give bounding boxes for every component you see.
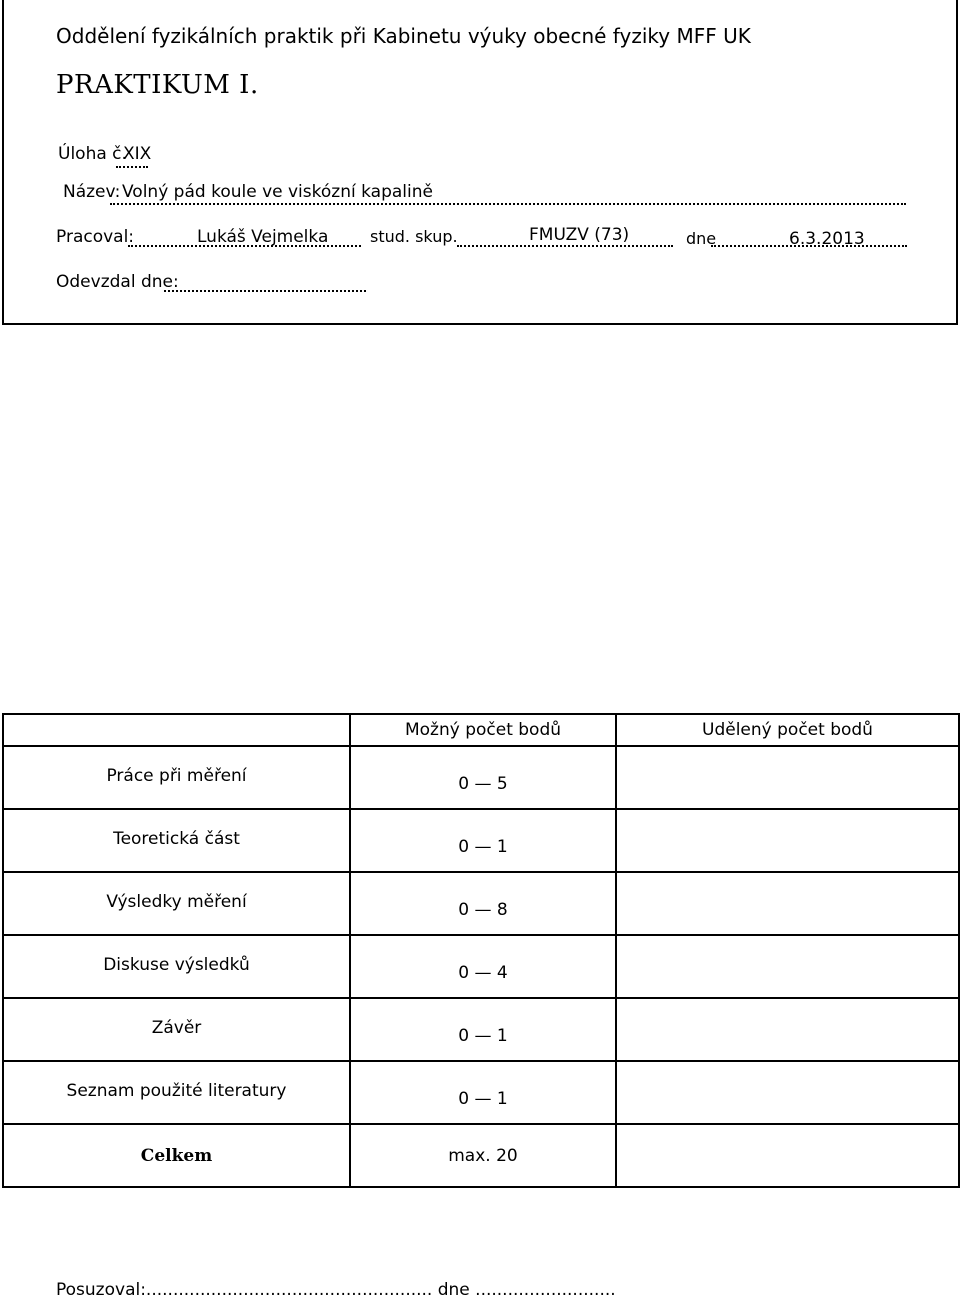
row-points: 0 — 1 — [458, 1025, 508, 1046]
total-label-cell — [3, 1124, 350, 1187]
name-dotted-line — [110, 203, 906, 205]
name-value: Volný pád koule ve viskózní kapalině — [122, 182, 433, 202]
date-label: dne — [686, 229, 717, 248]
row-label-cell — [3, 872, 350, 935]
row-points: 0 — 1 — [458, 836, 508, 857]
group-value: FMUZV (73) — [529, 225, 630, 245]
score-table — [2, 713, 960, 1188]
row-points-cell — [350, 746, 616, 809]
total-points: max. 20 — [448, 1145, 518, 1166]
task-label: Úloha č. — [58, 144, 127, 164]
table-row — [3, 1061, 959, 1124]
table-total-row — [3, 1124, 959, 1187]
row-points: 0 — 8 — [458, 899, 508, 920]
row-label-cell — [3, 809, 350, 872]
row-awarded-cell — [616, 809, 959, 872]
row-points: 0 — 1 — [458, 1088, 508, 1109]
reviewer-line: Posuzoval:..................................................... dne .......................... — [56, 1280, 616, 1300]
submitted-label: Odevzdal dne: — [56, 272, 179, 292]
table-header-row — [3, 714, 959, 746]
task-number: XIX — [123, 144, 152, 164]
row-label-cell — [3, 1061, 350, 1124]
row-points-cell — [350, 935, 616, 998]
row-awarded-cell — [616, 1061, 959, 1124]
row-label-cell — [3, 935, 350, 998]
row-awarded-cell — [616, 998, 959, 1061]
document-title: PRAKTIKUM I. — [56, 70, 259, 100]
task-dotted-line — [116, 166, 148, 168]
row-awarded-cell — [616, 872, 959, 935]
row-awarded-cell — [616, 935, 959, 998]
row-points-cell — [350, 809, 616, 872]
row-awarded-cell — [616, 746, 959, 809]
row-points: 0 — 5 — [458, 773, 508, 794]
row-label-cell — [3, 998, 350, 1061]
row-label: Seznam použité literatury — [66, 1080, 287, 1101]
group-label: stud. skup. — [370, 227, 458, 246]
row-label: Teoretická část — [113, 828, 240, 849]
table-row — [3, 746, 959, 809]
worked-label: Pracoval: — [56, 227, 135, 247]
worked-value: Lukáš Vejmelka — [197, 227, 329, 247]
row-label-cell — [3, 746, 350, 809]
department-line: Oddělení fyzikálních praktik při Kabinetu výuky obecné fyziky MFF UK — [56, 24, 751, 48]
row-points-cell — [350, 872, 616, 935]
header-cell-empty — [3, 714, 350, 746]
row-label: Závěr — [151, 1017, 202, 1038]
total-awarded-cell — [616, 1124, 959, 1187]
total-label: Celkem — [140, 1145, 213, 1166]
date-value: 6.3.2013 — [789, 229, 865, 249]
row-label: Práce při měření — [106, 765, 247, 786]
table-row — [3, 998, 959, 1061]
row-points: 0 — 4 — [458, 962, 508, 983]
row-points-cell — [350, 1061, 616, 1124]
row-label: Diskuse výsledků — [103, 954, 250, 975]
group-dotted-line — [457, 245, 673, 247]
submitted-dotted-line — [164, 290, 366, 292]
total-points-cell — [350, 1124, 616, 1187]
row-label: Výsledky měření — [106, 891, 247, 912]
name-label: Název: — [63, 182, 121, 202]
table-row — [3, 935, 959, 998]
table-row — [3, 809, 959, 872]
header-cell-awarded: Udělený počet bodů — [616, 714, 959, 746]
table-row — [3, 872, 959, 935]
header-cell-possible: Možný počet bodů — [350, 714, 616, 746]
row-points-cell — [350, 998, 616, 1061]
